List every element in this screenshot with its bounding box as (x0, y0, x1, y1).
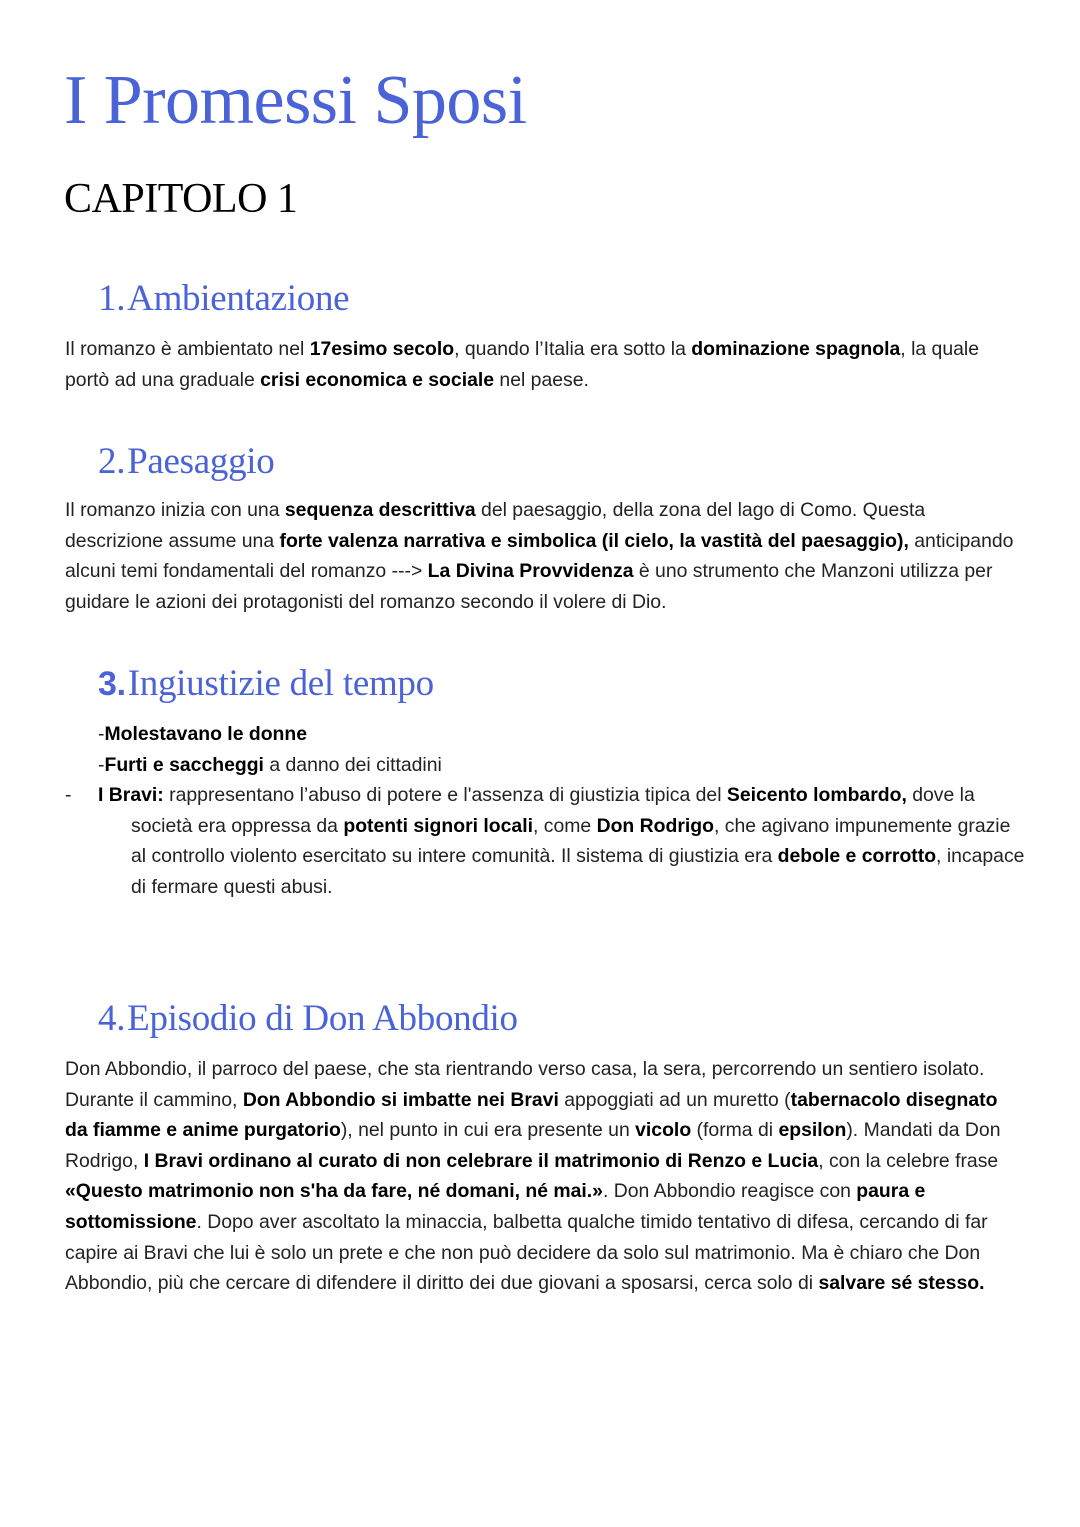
chapter-heading: CAPITOLO 1 (64, 176, 298, 222)
section-number: 2. (98, 441, 126, 482)
section-heading-ambientazione (98, 279, 349, 320)
section-heading-ingiustizie (98, 664, 434, 705)
section-title: Ambientazione (127, 278, 350, 319)
section-title: Episodio di Don Abbondio (127, 998, 518, 1039)
paragraph-paesaggio: Il romanzo inizia con una sequenza descrittiva del paesaggio, della zona del lago di Como. Questa descrizione assume una forte valenza narrativa e simbolica (il cielo, la vastità del paesaggio), anticipando alcuni temi fondamentali del romanzo ---> La Divina Provvidenza è uno strumento che Manzoni utilizza per guidare le azioni dei protagonisti del romanzo secondo il volere di Dio. (65, 499, 1014, 613)
paragraph-don-abbondio: Don Abbondio, il parroco del paese, che sta rientrando verso casa, la sera, percorrendo un sentiero isolato. Durante il cammino, Don Abbondio si imbatte nei Bravi appoggiati ad un muretto (tabernacolo disegnato da fiamme e anime purgatorio), nel punto in cui era presente un vicolo (forma di epsilon). Mandati da Don Rodrigo, I Bravi ordinano al curato di non celebrare il matrimonio di Renzo e Lucia, con la celebre frase «Questo matrimonio non s'ha da fare, né domani, né mai.». Don Abbondio reagisce con paura e sottomissione. Dopo aver ascoltato la minaccia, balbetta qualche timido tentativo di difesa, cercando di far capire ai Bravi che lui è solo un prete e che non può decidere da solo sul matrimonio. Ma è chiaro che Don Abbondio, più che cercare di difendere il diritto dei due giovani a sposarsi, cerca solo di salvare sé stesso. (65, 1058, 1001, 1295)
paragraph-ambientazione: Il romanzo è ambientato nel 17esimo secolo, quando l’Italia era sotto la dominazione spagnola, la quale portò ad una graduale crisi economica e sociale nel paese. (65, 338, 979, 391)
list-item: -Molestavano le donne (98, 723, 308, 745)
section-number: 1. (98, 278, 126, 319)
section-title: Ingiustizie del tempo (127, 663, 434, 704)
section-title: Paesaggio (127, 441, 275, 482)
section-heading-paesaggio (98, 442, 274, 483)
section-number: 3. (98, 665, 126, 703)
injustice-list (65, 719, 1028, 903)
document-title: I Promessi Sposi (64, 62, 527, 139)
section-heading-don-abbondio (98, 999, 518, 1040)
section-number: 4. (98, 998, 126, 1039)
list-item: -Furti e saccheggi a danno dei cittadini (98, 753, 442, 776)
list-item: -I Bravi: rappresentano l’abuso di potere e l'assenza di giustizia tipica del Seicento lombardo, dove la società era oppressa da potenti signori locali, come Don Rodrigo, che agivano impunemente grazie al controllo violento esercitato su intere comunità. Il sistema di giustizia era debole e corrotto, incapace di fermare questi abusi. (65, 784, 1025, 898)
